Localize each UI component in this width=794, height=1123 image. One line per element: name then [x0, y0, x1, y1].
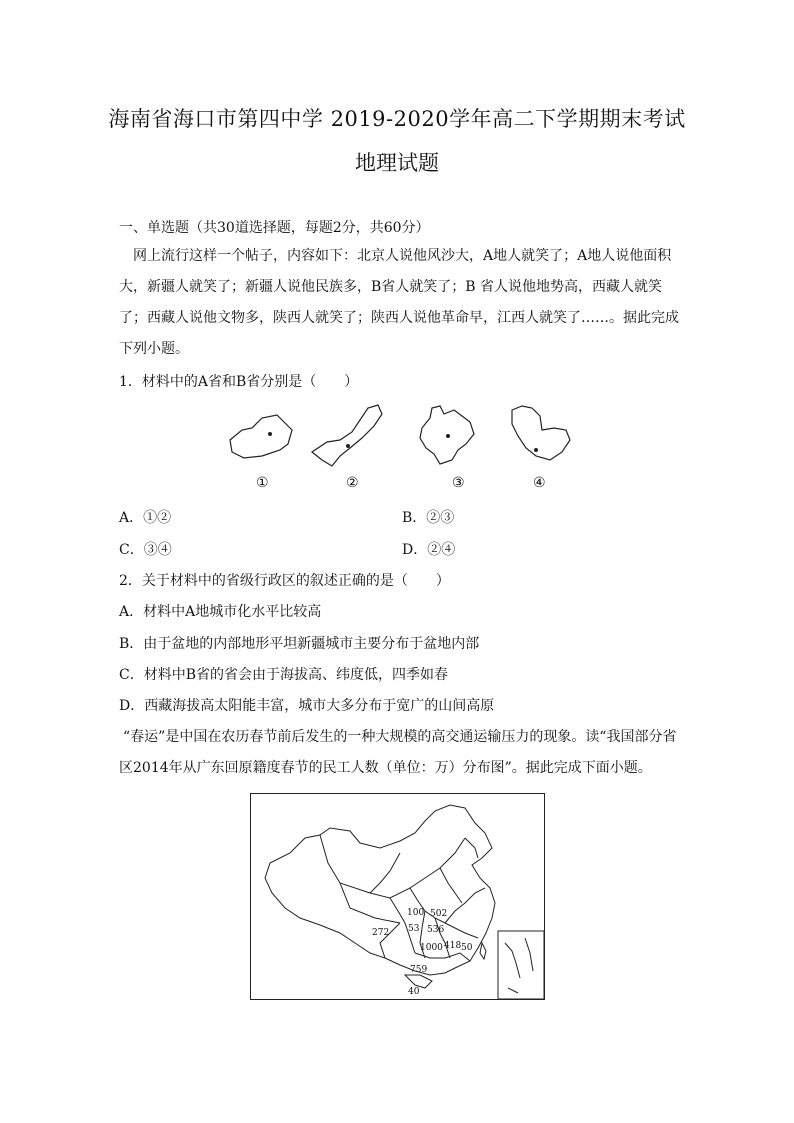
material-paragraph-2: “春运”是中国在农历春节前后发生的一种大规模的高交通运输压力的现象。读“我国部分省区2014年从广东回原籍度春节的民工人数（单位：万）分布图”。据此完成下面小题。: [119, 729, 677, 776]
q1-option-b: B．②③: [402, 510, 455, 526]
china-map-svg: [250, 793, 545, 1000]
question-2-stem: 2．关于材料中的省级行政区的叙述正确的是（ ）: [119, 573, 450, 589]
section-heading: 一、单选题（共30道选择题，每题2分，共60分）: [119, 220, 430, 236]
map-value-759: 759: [410, 965, 428, 975]
q1-option-c: C．③④: [119, 542, 172, 558]
q2-option-a: A．材料中A地城市化水平比较高: [119, 604, 322, 620]
figure-label-1: ①: [256, 475, 269, 491]
figure-label-3: ③: [452, 475, 465, 491]
map-value-536: 536: [427, 925, 445, 935]
q1-option-a: A．①②: [119, 510, 172, 526]
province-shape-4: [512, 406, 570, 460]
question-1-stem: 1．材料中的A省和B省分别是（ ）: [119, 374, 359, 390]
map-value-1000: 1000: [420, 943, 443, 953]
exam-subtitle: 地理试题: [355, 151, 439, 175]
map-value-418: 418: [444, 941, 462, 951]
china-migrant-map: [250, 793, 545, 1000]
q2-option-d: D．西藏海拔高太阳能丰富，城市大多分布于宽广的山间高原: [119, 698, 495, 714]
province-outlines-figure: [222, 400, 592, 495]
map-value-53: 53: [408, 924, 420, 934]
map-value-100: 100: [407, 908, 425, 918]
map-value-40: 40: [408, 987, 420, 997]
province-shape-2: [312, 405, 382, 466]
q2-option-c: C．材料中B省的省会由于海拔高、纬度低，四季如春: [119, 667, 448, 683]
figure-label-2: ②: [346, 475, 359, 491]
map-value-272: 272: [372, 928, 390, 938]
map-value-502: 502: [430, 909, 448, 919]
map-value-50: 50: [461, 943, 473, 953]
exam-title: 海南省海口市第四中学 2019-2020学年高二下学期期末考试: [108, 107, 686, 131]
q2-option-b: B．由于盆地的内部地形平坦新疆城市主要分布于盆地内部: [119, 636, 480, 652]
material-paragraph-1: 网上流行这样一个帖子，内容如下：北京人说他风沙大，A地人就笑了；A地人说他面积大，新疆人就笑了；新疆人说他民族多，B省人就笑了；B 省人说他地势高，西藏人就笑了；西藏人说他文物多，陕西人就笑了；陕西人说他革命早，江西人就笑了……。据此完成下列小题。: [119, 248, 679, 357]
q1-option-d: D．②④: [402, 542, 456, 558]
figure-label-4: ④: [533, 475, 546, 491]
province-shape-1: [230, 415, 292, 458]
